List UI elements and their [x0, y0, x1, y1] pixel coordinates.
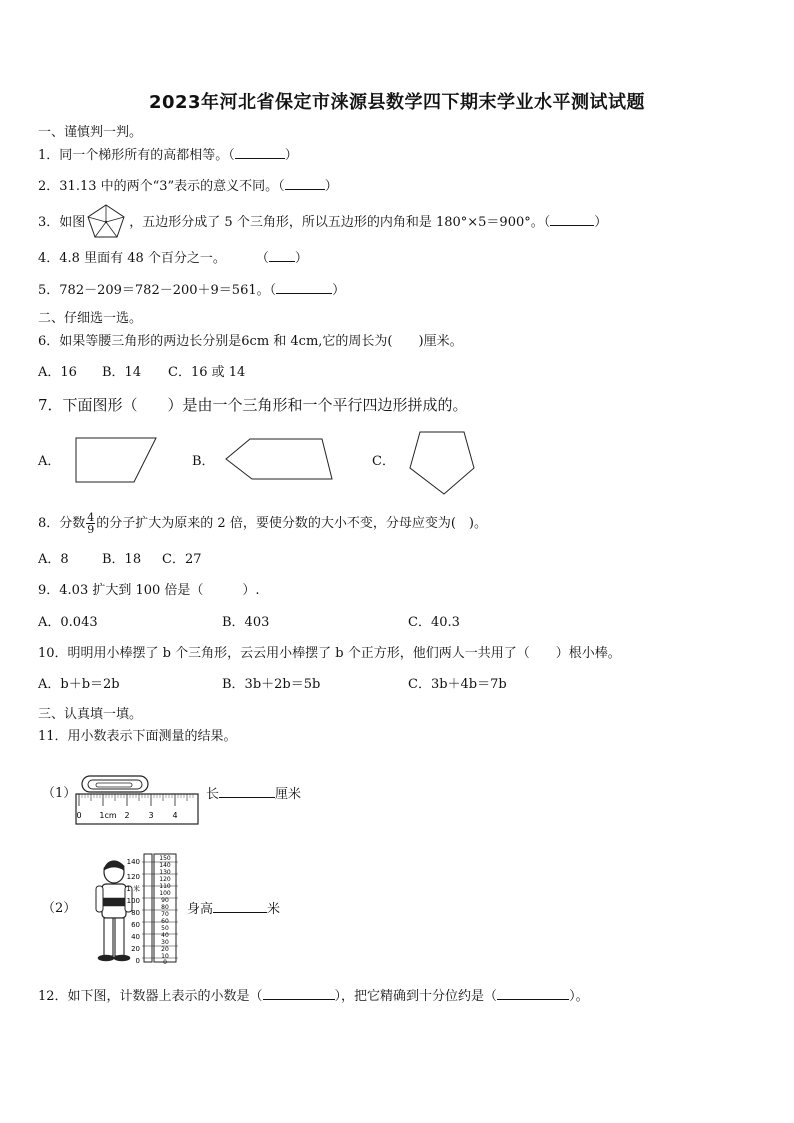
- scale-label-right: 60: [161, 918, 169, 925]
- answer-blank[interactable]: [276, 281, 332, 294]
- question-9-text: 9．4.03 扩大到 100 倍是（ ）.: [38, 583, 260, 598]
- option-a[interactable]: A．16: [38, 365, 77, 380]
- scale-label-right: 130: [159, 869, 171, 876]
- option-b[interactable]: B．18: [102, 552, 142, 567]
- unit-label: 厘米: [275, 787, 302, 802]
- length-label: 长: [206, 787, 220, 802]
- scale-label-left: 40: [131, 933, 140, 941]
- scale-label-left: 60: [131, 921, 140, 929]
- question-11-text: 11．用小数表示下面测量的结果。: [38, 729, 237, 744]
- scale-label-right: 10: [161, 953, 169, 960]
- scale-label-right: 40: [161, 932, 169, 939]
- option-b[interactable]: B．14: [102, 365, 142, 380]
- paren-close: ）: [324, 179, 338, 194]
- question-8-pre: 8．分数: [38, 516, 86, 531]
- option-c[interactable]: C．40.3: [408, 615, 460, 630]
- answer-blank[interactable]: [285, 177, 325, 190]
- option-c[interactable]: C．3b＋4b＝7b: [408, 677, 507, 692]
- question-4: [38, 249, 308, 268]
- hexagon-shape-b: [224, 437, 336, 483]
- scale-label-left: 1 米: [126, 885, 140, 893]
- option-a[interactable]: A．: [38, 454, 61, 469]
- question-1: [38, 146, 298, 165]
- scale-label-left: 120: [126, 873, 140, 881]
- question-12: [38, 987, 589, 1006]
- option-b[interactable]: B．3b＋2b＝5b: [222, 677, 321, 692]
- scale-label-left: 140: [126, 858, 140, 866]
- scale-label-left: 20: [131, 945, 140, 953]
- question-8: [38, 512, 487, 535]
- pentagon-shape-c: [408, 430, 476, 496]
- part-2-label: （2）: [42, 901, 77, 916]
- scale-label-right: 150: [159, 855, 171, 862]
- option-a[interactable]: A．8: [38, 552, 69, 567]
- question-12-mid: ），把它精确到十分位约是（: [334, 989, 498, 1004]
- question-7-text: 7．下面图形（ ）是由一个三角形和一个平行四边形拼成的。: [38, 396, 468, 414]
- option-b[interactable]: B．403: [222, 615, 270, 630]
- question-2: [38, 177, 338, 196]
- paren-close: ）: [294, 251, 308, 266]
- option-b[interactable]: B．: [192, 454, 215, 469]
- section-heading-1: 一、谨慎判一判。: [38, 125, 143, 140]
- fraction: [86, 512, 95, 535]
- scale-label-right: 80: [161, 904, 169, 911]
- ruler-tick-label: 0: [76, 811, 82, 820]
- answer-blank[interactable]: [219, 785, 275, 798]
- ruler-tick-label: 3: [148, 811, 154, 820]
- answer-blank[interactable]: [263, 987, 335, 1000]
- scale-label-right: 140: [159, 862, 171, 869]
- section-heading-3: 三、认真填一填。: [38, 707, 143, 722]
- scale-label-right: 30: [161, 939, 169, 946]
- scale-label-right: 20: [161, 946, 169, 953]
- scale-label-right: 90: [161, 897, 169, 904]
- question-1-text: 1．同一个梯形所有的高都相等。（: [38, 148, 235, 163]
- pentagon-diagram-icon: [86, 203, 126, 239]
- answer-blank[interactable]: [213, 900, 267, 913]
- scale-label-left: 0: [135, 957, 140, 965]
- answer-blank[interactable]: [235, 146, 285, 159]
- scale-label-right: 0: [163, 959, 167, 966]
- question-3-text: ，五边形分成了 5 个三角形，所以五边形的内角和是 180°×5＝900°。（: [129, 215, 551, 230]
- paren-close: ）: [332, 283, 346, 298]
- answer-blank[interactable]: [269, 249, 295, 262]
- paren-close: ）: [594, 215, 608, 230]
- ruler-tick-label: 2: [124, 811, 130, 820]
- section-heading-2: 二、仔细选一选。: [38, 311, 143, 326]
- question-4-text: 4．4.8 里面有 48 个百分之一。: [38, 251, 226, 266]
- trapezoid-shape-a: [74, 436, 160, 486]
- page-title: 2023年河北省保定市涞源县数学四下期末学业水平测试试题: [148, 92, 646, 113]
- paren-open: （: [255, 251, 269, 266]
- scale-label-right: 50: [161, 925, 169, 932]
- ruler-tick-label: 4: [172, 811, 178, 820]
- question-2-text: 2．31.13 中的两个“3”表示的意义不同。（: [38, 179, 285, 194]
- answer-blank[interactable]: [497, 987, 569, 1000]
- answer-blank[interactable]: [550, 213, 594, 226]
- option-a[interactable]: A．0.043: [38, 615, 98, 630]
- unit-label: 米: [267, 902, 281, 917]
- scale-label-right: 100: [159, 890, 171, 897]
- height-measurement-diagram: [82, 850, 182, 970]
- fraction-denominator: 9: [87, 523, 95, 536]
- question-6-text: 6．如果等腰三角形的两边长分别是6cm 和 4cm,它的周长为( )厘米。: [38, 334, 463, 349]
- question-5-text: 5．782－209＝782－200＋9＝561。（: [38, 283, 277, 298]
- height-label: 身高: [187, 902, 214, 917]
- question-10-text: 10．明明用小棒摆了 b 个三角形，云云用小棒摆了 b 个正方形，他们两人一共用了（ ）根小棒。: [38, 646, 621, 661]
- fraction-numerator: 4: [87, 511, 95, 524]
- part-1-label: （1）: [42, 786, 77, 801]
- option-c[interactable]: C．27: [162, 552, 202, 567]
- part-2-answer: [187, 900, 280, 919]
- paperclip-ruler-diagram: [74, 772, 202, 828]
- option-c[interactable]: C．: [372, 454, 395, 469]
- ruler-tick-label: 1cm: [99, 811, 117, 820]
- question-3-pre: 3．如图: [38, 215, 86, 230]
- paren-close: ）: [284, 148, 298, 163]
- paren-close: ）。: [569, 989, 589, 1004]
- part-1-answer: [206, 785, 301, 804]
- question-12-pre: 12．如下图，计数器上表示的小数是（: [38, 989, 263, 1004]
- scale-label-right: 120: [159, 876, 171, 883]
- scale-label-left: 100: [126, 897, 140, 905]
- option-c[interactable]: C．16 或 14: [168, 365, 246, 380]
- option-a[interactable]: A．b＋b＝2b: [38, 677, 120, 692]
- question-5: [38, 281, 345, 300]
- scale-label-right: 70: [161, 911, 169, 918]
- scale-label-right: 110: [159, 883, 171, 890]
- question-8-text: 的分子扩大为原来的 2 倍，要使分数的大小不变，分母应变为( )。: [96, 516, 487, 531]
- scale-label-left: 80: [131, 909, 140, 917]
